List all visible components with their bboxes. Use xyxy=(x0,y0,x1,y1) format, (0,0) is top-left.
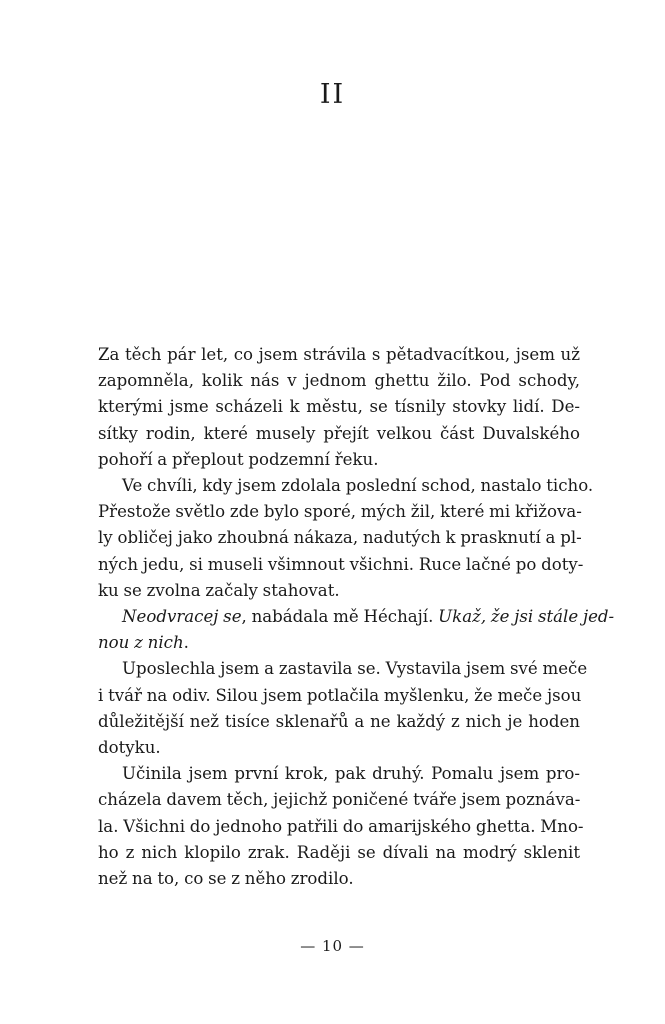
text-line: pohoří a přeplout podzemní řeku. xyxy=(98,449,379,469)
text-line: než na to, co se z něho zrodilo. xyxy=(98,869,354,889)
text-line: Přestože světlo zde bylo sporé, mých žil, které mi křižova- xyxy=(98,502,582,522)
text-line: sítky rodin, které musely přejít velkou část Duvalského xyxy=(98,423,580,443)
text-line: la. Všichni do jednoho patřili do amarijského ghetta. Mno- xyxy=(98,816,584,836)
text-line: Učinila jsem první krok, pak druhý. Pomalu jsem pro- xyxy=(122,764,580,784)
paragraph xyxy=(98,656,588,761)
italic-text: Neodvracej se xyxy=(122,607,242,627)
body-text xyxy=(98,342,615,892)
text-span: . xyxy=(183,633,189,653)
text-line: ho z nich klopilo zrak. Raději se dívali na modrý sklenit xyxy=(98,842,580,862)
text-line: zapomněla, kolik nás v jednom ghettu žilo. Pod schody, xyxy=(98,371,580,391)
paragraph xyxy=(98,761,584,892)
text-line: cházela davem těch, jejichž poničené tváře jsem poznáva- xyxy=(98,790,581,810)
italic-text: nou z nich xyxy=(98,633,184,653)
text-line: Ve chvíli, kdy jsem zdolala poslední schod, nastalo ticho. xyxy=(122,476,594,496)
text-line: důležitější než tisíce sklenařů a ne každý z nich je hoden xyxy=(98,711,580,731)
text-span: , nabádala mě Héchají. xyxy=(241,607,439,627)
paragraph xyxy=(98,604,615,656)
page-number: — 10 — xyxy=(300,937,365,955)
text-line: ných jedu, si museli všimnout všichni. Ruce lačné po doty- xyxy=(98,554,584,574)
text-line: ly obličej jako zhoubná nákaza, nadutých k prasknutí a pl- xyxy=(98,528,582,548)
text-line: ku se zvolna začaly stahovat. xyxy=(98,580,340,600)
chapter-number: II xyxy=(319,79,346,110)
paragraph xyxy=(98,473,594,604)
text-line: i tvář na odiv. Silou jsem potlačila myšlenku, že meče jsou xyxy=(98,685,582,705)
text-line: dotyku. xyxy=(98,738,161,758)
text-line: Uposlechla jsem a zastavila se. Vystavila jsem své meče xyxy=(122,659,588,679)
italic-text: Ukaž, že jsi stále jed- xyxy=(438,607,615,627)
text-line: kterými jsme scházeli k městu, se tísnily stovky lidí. De- xyxy=(98,397,580,417)
paragraph xyxy=(98,342,580,473)
text-line xyxy=(98,604,615,630)
text-line xyxy=(98,630,580,656)
text-line: Za těch pár let, co jsem strávila s pětadvacítkou, jsem už xyxy=(98,345,580,364)
